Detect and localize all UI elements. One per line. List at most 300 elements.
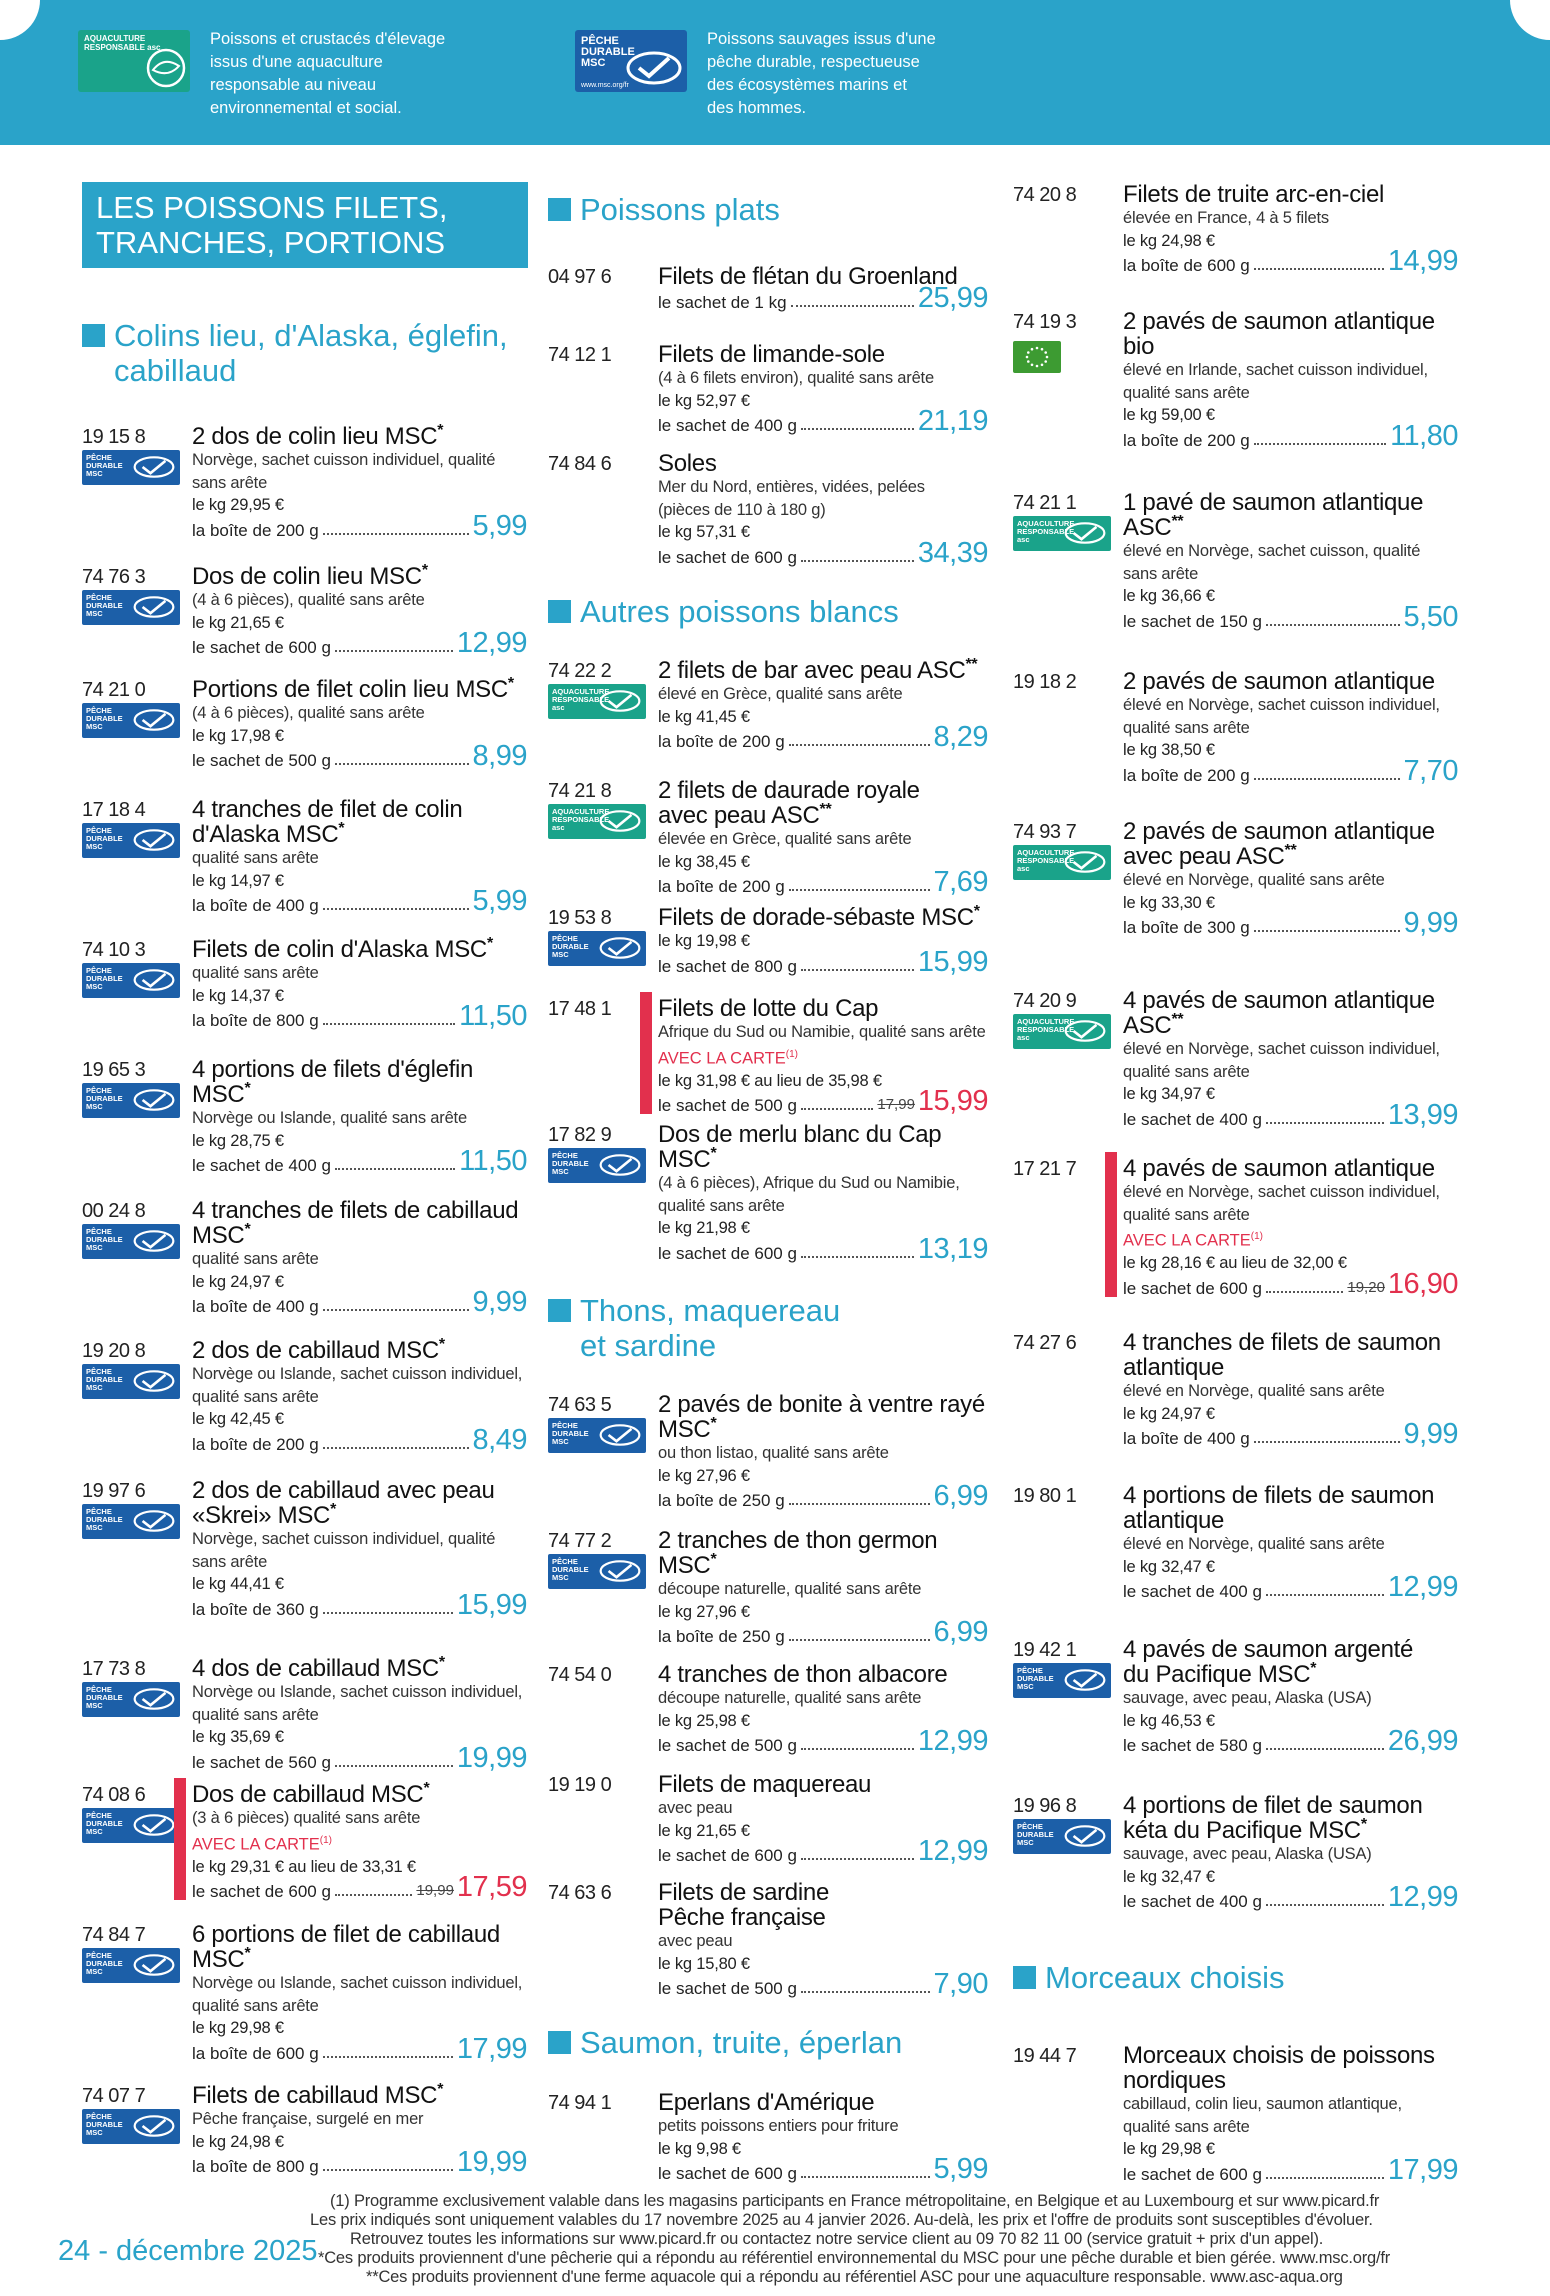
product-code: 74 10 3 [82,939,146,961]
product-details [192,1478,527,1620]
dot-leader [801,560,914,562]
price-per-kg: le kg 24,98 € [1123,231,1215,250]
msc-badge [82,823,180,858]
product-title-line [658,1528,988,1553]
package-size: la boîte de 200 g [192,520,319,540]
product-title [192,1478,527,1528]
package-size: la boîte de 800 g [192,2157,319,2176]
footnote-mark: * [244,1080,251,1097]
product-details [1123,1793,1458,1912]
package-size: la boîte de 200 g [192,1434,319,1454]
msc-badge-text: PÊCHE DURABLE MSC [552,1421,589,1446]
msc-badge-text: PÊCHE DURABLE MSC [1017,1822,1054,1847]
price: 9,99 [1403,907,1458,939]
package-size: le sachet de 400 g [1123,1582,1262,1601]
dot-leader [801,1858,914,1860]
package-size: le sachet de 1 kg [658,293,787,312]
product-description: Norvège ou Islande, sachet cuisson individuel, [192,1974,523,1992]
price: 5,50 [1403,600,1458,633]
price-per-kg: le kg 19,98 € [658,932,750,950]
product-title-line [1123,1483,1458,1508]
product-title [658,1392,988,1442]
package-size: le sachet de 600 g [1123,2164,1262,2184]
price-line [192,627,527,659]
footnote-mark: * [710,1415,717,1432]
footer-note-3: Retrouvez toutes les informations sur www.picard.fr ou contactez notre service client au 09 70 82 11 00 (service gratuit + prix d'un appel). [350,2230,1324,2248]
dot-leader [1254,443,1386,445]
product-description: élevé en Grèce, qualité sans arête [658,685,903,703]
package-size: le sachet de 500 g [658,1096,797,1115]
footnote-mark: ** [965,656,978,673]
product-code: 74 21 1 [1013,492,1077,514]
product-title-line [192,677,527,702]
msc-badge-text: PÊCHE DURABLE MSC [1017,1666,1054,1691]
price-per-kg: le kg 24,97 € [1123,1404,1215,1423]
price-per-kg: le kg 28,16 € au lieu de 32,00 € [1123,1254,1347,1272]
price: 26,99 [1387,1725,1458,1757]
product-title-line [192,1057,527,1082]
product-description: élevé en Norvège, qualité sans arête [1123,871,1385,889]
product-title-line [1123,669,1458,694]
price-line [658,282,988,314]
product-details [1123,988,1458,1130]
price: 7,70 [1403,754,1458,787]
dot-leader [801,1991,930,1993]
product-title-text: 2 pavés de saumon atlantique [1123,308,1435,335]
product-title-text: Pêche française [658,1904,826,1931]
product-code: 74 63 5 [548,1394,612,1416]
product-description: (4 à 6 pièces), Afrique du Sud ou Namibie, [658,1174,960,1192]
msc-label-info [575,30,936,120]
product-details [192,1338,527,1455]
product-title [658,342,988,367]
product-code: 74 77 2 [548,1530,612,1552]
product-title-text: Filets de dorade-sébaste MSC [658,904,974,931]
product-title-text: MSC [192,1222,245,1249]
footnote-mark: * [710,1551,717,1568]
section-square-icon [548,2031,571,2054]
price: 5,99 [933,2153,988,2185]
product-title-text: 2 pavés de bonite à ventre rayé [658,1391,985,1418]
product-title-line [658,778,988,803]
footer-note-asc: **Ces produits proviennent d'une ferme aquacole qui a répondu au référentiel ASC pour une aquaculture responsable. www.asc-aqua.org [366,2268,1343,2286]
msc-badge [1013,1663,1111,1698]
footnote-mark: * [421,562,428,579]
product-title-line [1123,1355,1458,1380]
product-details [1123,490,1458,632]
footnote-mark: ** [819,801,832,818]
price: 7,90 [933,1968,988,2000]
section-heading [548,1293,840,1363]
price-line [192,1588,527,1621]
product-details [658,996,988,1116]
product-description: qualité sans arête [192,1705,319,1724]
product-details [192,564,527,658]
product-title [1123,669,1458,694]
product-title-line [1123,490,1458,515]
price-line [1123,1571,1458,1603]
dot-leader [789,1639,930,1641]
product-title-text: Filets de cabillaud MSC [192,2082,438,2109]
product-title-line [192,564,527,589]
product-title-text: Portions de filet colin lieu MSC [192,676,508,703]
footnote-mark: * [507,675,514,692]
price-per-kg: le kg 38,50 € [1123,741,1215,759]
product-title-text: 4 tranches de thon albacore [658,1661,948,1688]
product-code: 19 19 0 [548,1774,612,1796]
price: 17,99 [456,2032,527,2065]
product-code: 74 19 3 [1013,311,1077,333]
price-per-kg: le kg 17,98 € [192,726,284,745]
product-title-text: du Pacifique MSC [1123,1661,1311,1688]
footnote-mark: * [710,1145,717,1162]
section-heading-text: Saumon, truite, éperlan [580,2025,903,2060]
product-title-text: MSC [658,1552,711,1579]
dot-leader [323,1447,469,1449]
product-details [658,905,988,977]
fish-check-icon [132,1228,176,1254]
package-size: le sachet de 580 g [1123,1736,1262,1755]
price-per-kg: le kg 14,97 € [192,871,284,890]
product-title-line [658,1392,988,1417]
footnote-mark: * [1360,1816,1367,1833]
msc-badge-text: PÊCHE DURABLE MSC [86,1227,123,1252]
section-square-icon [548,600,571,623]
product-description: cabillaud, colin lieu, saumon atlantique, [1123,2095,1402,2113]
price: 9,99 [472,1286,527,1318]
product-details [1123,182,1458,276]
asc-text-line: Poissons et crustacés d'élevage [210,30,446,48]
price-line [658,2153,988,2185]
msc-badge-text: PÊCHE DURABLE MSC [86,1811,123,1836]
band-corner-right [1510,0,1550,40]
product-description: élevé en Norvège, sachet cuisson individuel, [1123,1040,1440,1058]
product-title-text: 4 tranches de filets de cabillaud [192,1197,519,1224]
product-title [192,937,527,962]
product-title-text: atlantique [1123,1354,1225,1381]
price-per-kg: le kg 27,96 € [658,1466,750,1485]
product-title-text: 6 portions de filet de cabillaud [192,1921,500,1948]
product-title [192,1656,527,1681]
product-title [192,564,527,589]
product-details [658,264,988,313]
product-title-text: Dos de colin lieu MSC [192,563,422,590]
msc-logo-url: www.msc.org/fr [581,82,629,89]
product-description: découpe naturelle, qualité sans arête [658,1580,922,1598]
product-title-line [1123,2043,1458,2068]
package-size: le sachet de 600 g [1123,1278,1262,1298]
price: 5,99 [472,509,527,542]
package-size: la boîte de 200 g [1123,765,1250,785]
dot-leader [1266,1904,1384,1906]
product-code: 74 84 6 [548,453,612,475]
price-per-kg: le kg 32,47 € [1123,1867,1215,1886]
msc-badge [82,1682,180,1717]
promo-marker [640,992,652,1114]
package-size: la boîte de 360 g [192,1599,319,1619]
product-description: Norvège ou Islande, qualité sans arête [192,1109,467,1127]
msc-badge [82,2109,180,2144]
package-size: la boîte de 400 g [192,896,319,915]
price: 34,39 [917,536,988,569]
product-details [658,1880,988,1999]
price-per-kg: le kg 31,98 € au lieu de 35,98 € [658,1071,882,1090]
dot-leader [801,1748,914,1750]
price-line [192,740,527,772]
price: 19,99 [456,2146,527,2178]
price: 19,99 [456,1741,527,1774]
section-heading-text: Poissons plats [580,192,780,227]
product-details [192,2083,527,2177]
product-code: 74 54 0 [548,1664,612,1686]
product-title-line [192,797,527,822]
product-description: découpe naturelle, qualité sans arête [658,1689,922,1707]
msc-badge [548,1554,646,1589]
dot-leader [789,744,930,746]
price-line [1123,600,1458,633]
price-line [1123,1418,1458,1450]
msc-badge-text: PÊCHE DURABLE MSC [86,1507,123,1532]
product-description: élevé en Norvège, sachet cuisson, qualité [1123,542,1421,560]
product-code: 19 15 8 [82,426,146,448]
product-title-text: 2 pavés de saumon atlantique [1123,818,1435,845]
msc-badge [82,590,180,625]
package-size: le sachet de 600 g [658,1243,797,1263]
product-title-line [1123,1508,1458,1533]
product-title-line [1123,2068,1458,2093]
product-title-text: kéta du Pacifique MSC [1123,1817,1361,1844]
price-line [1123,1267,1458,1300]
product-description: avec peau [658,1932,733,1950]
product-description: (3 à 6 pièces) qualité sans arête [192,1809,421,1827]
product-description: qualité sans arête [658,1196,785,1215]
product-description: (pièces de 110 à 180 g) [658,500,826,519]
footnote-mark: * [486,935,493,952]
promo-footnote: (1) [319,1834,333,1846]
price-per-kg: le kg 35,69 € [192,1728,284,1746]
product-description: qualité sans arête [1123,383,1250,402]
price: 13,19 [917,1232,988,1265]
product-code: 19 20 8 [82,1340,146,1362]
fish-check-icon [132,1508,176,1534]
price-per-kg: le kg 24,98 € [192,2132,284,2151]
page-number: 24 - décembre 2025 [58,2235,318,2267]
fish-check-icon [132,2113,176,2139]
product-title [192,677,527,702]
promo-marker [174,1778,186,1900]
product-title-line [658,658,988,683]
product-title-text: 2 filets de bar avec peau ASC [658,657,966,684]
package-size: le sachet de 500 g [192,751,331,770]
promo-loyalty-card [192,1830,527,1856]
asc-badge-text: AQUACULTURE RESPONSABLE asc [552,807,610,832]
product-details [192,1782,527,1902]
product-title-line [192,1656,527,1681]
section-heading-text: cabillaud [114,353,237,388]
price-per-kg: le kg 44,41 € [192,1575,284,1593]
section-heading-text: Autres poissons blancs [580,594,899,629]
product-details [658,1122,988,1264]
dot-leader [1266,624,1400,626]
msc-fish-icon [625,48,683,88]
dot-leader [1266,1748,1384,1750]
product-title-line [658,1122,988,1147]
fish-check-icon [598,688,642,714]
product-title-line [1123,1818,1458,1843]
msc-badge [1013,1819,1111,1854]
product-title [192,797,527,847]
msc-text-line: des écosystèmes marins et [707,76,907,94]
package-size: le sachet de 400 g [658,416,797,435]
old-price: 19,99 [416,1882,454,1899]
fish-check-icon [132,827,176,853]
product-title-text: bio [1123,333,1155,360]
product-code: 19 53 8 [548,907,612,929]
product-title [192,2083,527,2108]
msc-badge-text: PÊCHE DURABLE MSC [86,453,123,478]
product-description: (4 à 6 pièces), qualité sans arête [192,704,425,722]
package-size: la boîte de 200 g [658,877,785,896]
product-details [192,797,527,916]
fish-check-icon [132,1812,176,1838]
product-title-text: atlantique [1123,1507,1225,1534]
product-code: 74 76 3 [82,566,146,588]
dot-leader [1266,1122,1384,1124]
product-title-text: 2 pavés de saumon atlantique [1123,668,1435,695]
product-title-line [1123,1156,1458,1181]
price-per-kg: le kg 24,97 € [192,1272,284,1291]
product-details [1123,1483,1458,1602]
fish-check-icon [1063,1823,1107,1849]
price-line [192,1000,527,1032]
product-code: 19 65 3 [82,1059,146,1081]
price-line [1123,245,1458,277]
price: 8,49 [472,1423,527,1456]
footnote-mark: ** [1171,513,1184,530]
asc-badge [548,804,646,839]
price-line [658,1616,988,1648]
package-size: le sachet de 400 g [1123,1109,1262,1129]
product-description: élevé en Norvège, qualité sans arête [1123,1382,1385,1400]
price-per-kg: le kg 21,65 € [192,613,284,632]
product-code: 19 18 2 [1013,671,1077,693]
price-line [1123,1725,1458,1757]
product-title-line [1123,1793,1458,1818]
product-title-line [1123,515,1458,540]
product-description: qualité sans arête [1123,718,1250,737]
price-per-kg: le kg 46,53 € [1123,1711,1215,1730]
product-details [192,1057,527,1176]
section-heading-morceaux [1013,1960,1284,1995]
product-title [1123,1330,1458,1380]
dot-leader [1266,2177,1384,2179]
package-size: la boîte de 200 g [1123,430,1250,450]
product-code: 17 73 8 [82,1658,146,1680]
product-details [1123,669,1458,786]
product-description: qualité sans arête [192,1250,319,1268]
price-per-kg: le kg 21,65 € [658,1821,750,1840]
footnote-mark: * [438,1654,445,1671]
product-description: sauvage, avec peau, Alaska (USA) [1123,1845,1372,1863]
price-line [192,1423,527,1456]
product-details [192,1656,527,1773]
product-title [1123,182,1458,207]
product-title-text: Filets de colin d'Alaska MSC [192,936,487,963]
price-per-kg: le kg 41,45 € [658,707,750,726]
price-line [1123,1881,1458,1913]
fish-check-icon [598,1422,642,1448]
price: 16,90 [1387,1267,1458,1300]
product-code: 19 80 1 [1013,1485,1077,1507]
package-size: le sachet de 560 g [192,1752,331,1772]
package-size: la boîte de 400 g [192,1297,319,1316]
product-description: Norvège, sachet cuisson individuel, qualité [192,451,496,469]
dot-leader [1254,1441,1400,1443]
msc-badge-text: PÊCHE DURABLE MSC [86,593,123,618]
price: 8,29 [933,721,988,753]
product-title-text: MSC [658,1416,711,1443]
price-per-kg: le kg 21,98 € [658,1219,750,1237]
product-title-line [1123,1013,1458,1038]
price: 14,99 [1387,245,1458,277]
dot-leader [801,428,914,430]
price-per-kg: le kg 27,96 € [658,1602,750,1621]
asc-badge-text: AQUACULTURE RESPONSABLE asc [552,687,610,712]
fish-check-icon [132,1087,176,1113]
price-per-kg: le kg 29,95 € [192,496,284,514]
product-details [658,1392,988,1511]
asc-badge [1013,516,1111,551]
footer-note-2: Les prix indiqués sont uniquement valables du 17 novembre 2025 au 4 janvier 2026. Au-delà, les prix et l'offre de produits sont susceptibles d'évoluer. [310,2211,1373,2229]
section-square-icon [548,198,571,221]
package-size: la boîte de 300 g [1123,918,1250,937]
fish-check-icon [132,967,176,993]
product-code: 19 96 8 [1013,1795,1077,1817]
product-details [658,451,988,568]
price: 9,99 [1403,1418,1458,1450]
product-code: 74 21 8 [548,780,612,802]
msc-logo [575,30,687,92]
product-code: 74 94 1 [548,2092,612,2114]
product-code: 00 24 8 [82,1200,146,1222]
dot-leader [335,1765,453,1767]
price-per-kg: le kg 34,97 € [1123,1085,1215,1103]
product-title-line [658,1880,988,1905]
product-code: 19 42 1 [1013,1639,1077,1661]
product-title [658,1662,988,1687]
msc-text-line: pêche durable, respectueuse [707,53,920,71]
product-title [658,778,988,828]
product-description: Norvège ou Islande, sachet cuisson individuel, [192,1683,523,1701]
price: 21,19 [917,405,988,437]
product-title-line [1123,1330,1458,1355]
promo-loyalty-card [1123,1226,1458,1252]
product-title [658,2090,988,2115]
fish-check-icon [598,935,642,961]
main-heading-line: LES POISSONS FILETS, [96,190,448,225]
package-size: la boîte de 600 g [1123,256,1250,275]
price: 12,99 [917,1835,988,1867]
footnote-mark: * [973,903,980,920]
asc-logo [78,30,190,92]
product-description: qualité sans arête [192,1996,319,2015]
package-size: le sachet de 800 g [658,956,797,976]
section-square-icon [548,1299,571,1322]
product-code: 74 12 1 [548,344,612,366]
product-title-text: 2 dos de colin lieu MSC [192,423,438,450]
dot-leader [1254,930,1400,932]
dot-leader [1254,778,1400,780]
